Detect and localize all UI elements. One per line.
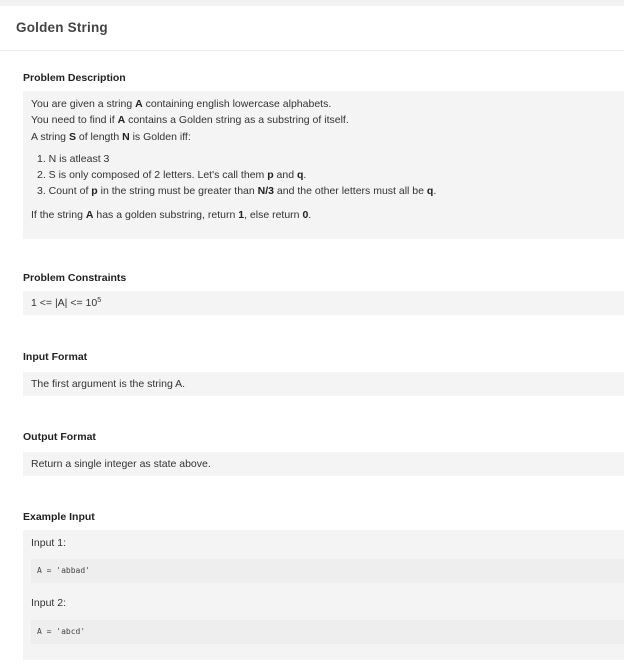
bold-text: q xyxy=(296,169,304,181)
description-line-1 xyxy=(31,98,331,110)
text: You need to find if xyxy=(31,114,118,126)
text: contains a Golden string as a substring of itself. xyxy=(125,114,349,126)
input-format-heading: Input Format xyxy=(23,351,88,363)
text: . xyxy=(303,169,307,181)
text: , else return xyxy=(244,209,303,221)
text: 2. S is only composed of 2 letters. Let's call them xyxy=(37,169,268,181)
bold-text: N xyxy=(122,131,130,143)
bold-text: p xyxy=(91,185,98,197)
description-heading: Problem Description xyxy=(23,72,126,84)
bold-text: A xyxy=(117,114,126,126)
example-input-heading: Example Input xyxy=(23,511,95,523)
bold-text: q xyxy=(426,185,434,197)
text: If the string xyxy=(31,209,86,221)
description-line-2 xyxy=(31,114,349,126)
bold-text: A xyxy=(85,209,94,221)
input-1-label: Input 1: xyxy=(31,537,67,549)
example-input-box xyxy=(23,530,624,660)
bold-text: N/3 xyxy=(257,185,274,197)
input-1-code-block xyxy=(31,559,624,583)
page-title: Golden String xyxy=(16,20,108,35)
exponent: 5 xyxy=(97,297,102,304)
text: 3. Count of xyxy=(37,185,92,197)
condition-item-2 xyxy=(37,169,306,181)
output-format-text: Return a single integer as state above. xyxy=(31,458,211,470)
constraints-text xyxy=(31,297,101,309)
output-format-box xyxy=(23,452,624,476)
bold-text: S xyxy=(68,131,76,143)
text: of length xyxy=(75,131,123,143)
output-format-heading: Output Format xyxy=(23,431,96,443)
input-format-box xyxy=(23,372,624,396)
condition-item-1: 1. N is atleast 3 xyxy=(37,153,110,165)
bold-text: 1 xyxy=(238,209,245,221)
input-2-label: Input 2: xyxy=(31,597,67,609)
return-statement xyxy=(31,209,311,221)
description-box xyxy=(23,91,624,239)
text: A string xyxy=(31,131,69,143)
text: 1 <= |A| <= 10 xyxy=(31,297,98,309)
title-divider xyxy=(0,50,624,51)
bold-text: A xyxy=(135,98,143,110)
input-1-code: A = 'abbad' xyxy=(37,566,90,575)
text: and the other letters must all be xyxy=(273,185,427,197)
input-2-code-block xyxy=(31,620,624,644)
text: You are given a string xyxy=(31,98,136,110)
text: in the string must be greater than xyxy=(97,185,258,197)
input-2-code: A = 'abcd' xyxy=(37,627,86,636)
input-format-text: The first argument is the string A. xyxy=(31,378,186,390)
constraints-box xyxy=(23,291,624,315)
text: and xyxy=(273,169,297,181)
text: . xyxy=(433,185,437,197)
text: has a golden substring, return xyxy=(93,209,239,221)
constraints-heading: Problem Constraints xyxy=(23,272,127,284)
text: . xyxy=(308,209,312,221)
description-line-3 xyxy=(31,131,191,143)
condition-item-3 xyxy=(37,185,436,197)
text: containing english lowercase alphabets. xyxy=(142,98,332,110)
problem-card xyxy=(0,6,624,670)
text: is Golden iff: xyxy=(129,131,191,143)
bold-text: p xyxy=(267,169,274,181)
bold-text: 0 xyxy=(302,209,309,221)
